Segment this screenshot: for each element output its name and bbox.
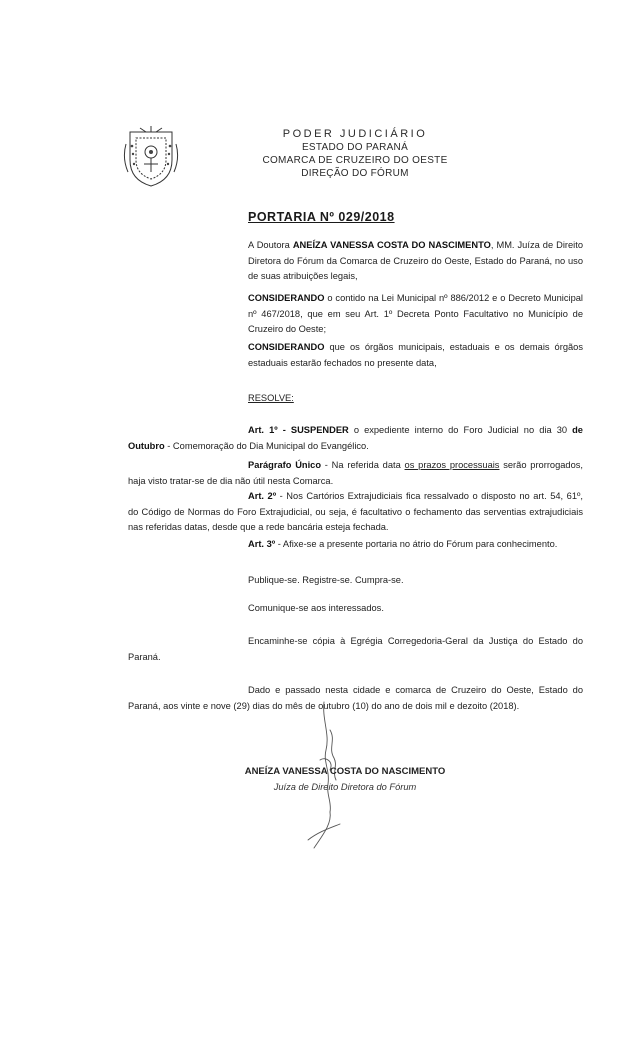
considerando-2-text: que os órgãos municipais, estaduais e os demais órgãos estaduais estarão fechados no presente data, <box>248 342 583 368</box>
art-1-label: Art. 1º - SUSPENDER <box>248 425 349 435</box>
art-1-date: de Outubro <box>128 425 583 451</box>
paragrafo-unico <box>128 458 583 489</box>
considerando-2-label: CONSIDERANDO <box>248 342 325 352</box>
considerando-2-paragraph <box>248 340 583 371</box>
dado-e-passado-paragraph: Dado e passado nesta cidade e comarca de Cruzeiro do Oeste, Estado do Paraná, aos vinte e nove (29) dias do mês de outubro (10) do ano de dois mil e dezoito (2018). <box>128 685 583 711</box>
art-3-paragraph <box>128 537 583 553</box>
paragrafo-unico-label: Parágrafo Único <box>248 460 322 470</box>
considerando-1-text: o contido na Lei Municipal nº 886/2012 e o Decreto Municipal nº 467/2018, que em seu Art. 1º Decreta Ponto Facultativo no Município de Cruzeiro do Oeste; <box>248 293 583 335</box>
art-1-text: o expediente interno do Foro Judicial no dia 30 <box>348 425 568 435</box>
encaminhe-paragraph: Encaminhe-se cópia à Egrégia Corregedoria-Geral da Justiça do Estado do Paraná. <box>128 636 583 662</box>
art-2-label: Art. 2º <box>248 491 277 501</box>
considerando-1-label: CONSIDERANDO <box>248 293 325 303</box>
considerando-1-paragraph <box>248 291 583 338</box>
header-comarca: COMARCA DE CRUZEIRO DO OESTE <box>262 155 448 166</box>
coat-of-arms-seal-icon <box>122 124 180 190</box>
art-1-cont: - Comemoração do Dia Municipal do Evangélico. <box>164 440 369 451</box>
header-poder-judiciario: PODER JUDICIÁRIO <box>282 128 428 140</box>
intro-judge-name: ANEÍZA VANESSA COSTA DO NASCIMENTO <box>292 240 491 250</box>
publique-line: Publique-se. Registre-se. Cumpra-se. <box>248 575 404 585</box>
intro-paragraph <box>248 238 583 285</box>
art-3-text: - Afixe-se a presente portaria no átrio do Fórum para conhecimento. <box>275 539 558 549</box>
portaria-title: PORTARIA Nº 029/2018 <box>248 210 395 224</box>
art-2-paragraph <box>128 489 583 536</box>
art-1-paragraph <box>128 423 583 454</box>
paragrafo-underlined: os prazos processuais <box>404 460 500 470</box>
intro-prefix: A Doutora <box>248 240 293 250</box>
comunique-line: Comunique-se aos interessados. <box>248 603 384 613</box>
signatory-role: Juíza de Direito Diretora do Fórum <box>273 782 417 792</box>
header-estado: ESTADO DO PARANÁ <box>301 142 409 153</box>
resolve-heading: RESOLVE: <box>248 393 294 403</box>
paragrafo-text-2: serão prorrogados, haja visto tratar-se de dia não útil nesta Comarca. <box>128 460 583 486</box>
signatory-name: ANEÍZA VANESSA COSTA DO NASCIMENTO <box>244 766 446 777</box>
art-2-text: - Nos Cartórios Extrajudiciais fica ressalvado o disposto no art. 54, 61º, do Código de Normas do Foro Extrajudicial, ou seja, é facultativo o fechamento das serventias extrajudiciais nas referidas datas, desde que a rede bancária esteja fechada. <box>128 491 583 533</box>
intro-rest: , MM. Juíza de Direito Diretora do Fórum da Comarca de Cruzeiro do Oeste, Estado do Paraná, no uso de suas atribuições legais, <box>248 240 584 282</box>
header-direcao: DIREÇÃO DO FÓRUM <box>301 168 409 179</box>
art-3-label: Art. 3º <box>248 539 276 549</box>
paragrafo-text-1: - Na referida data <box>321 460 405 470</box>
